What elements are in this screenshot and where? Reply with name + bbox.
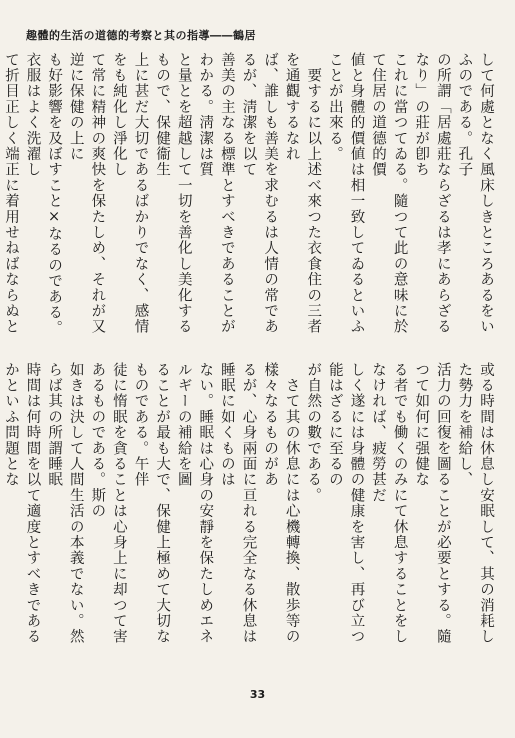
upper-text-block bbox=[2, 52, 496, 345]
text-column: て折目正しく端正に着用せねばならぬと bbox=[2, 52, 19, 335]
text-column: も好影響を及ぼすこと×なるのである。衣服はよく洗濯し bbox=[24, 52, 63, 337]
running-head: 趣體的生活の道德的考察と其の指導――鶴居 bbox=[26, 29, 256, 42]
text-column: る者でも働くのみにて休息することをしなければ、疲勞甚だ bbox=[370, 362, 408, 645]
text-column: 要するに以上述べ來つた衣食住の三者を通觀するなれ bbox=[283, 52, 322, 335]
text-column: ば、誰しも善美を求むるは人情の常であるが、淸潔を以て bbox=[240, 52, 279, 335]
text-column: が自然の數である。 bbox=[305, 362, 322, 504]
text-column: て常に精神の爽快を保たしめ、それが又逆に保健の上に bbox=[67, 52, 106, 335]
text-column: 如きは決して人間生活の本義でない。然らば其の所謂睡眠 bbox=[46, 362, 84, 645]
text-column: しく遂には身體の健康を害し、再び立つ能はざるに至るの bbox=[326, 362, 365, 645]
text-column: 値と身體的價値は相一致してゐるといふことが出來る。 bbox=[326, 52, 365, 335]
text-column: ない。睡眠は心身の安靜を保たしめエネルギーの補給を圖 bbox=[175, 362, 214, 645]
lower-text-block bbox=[2, 362, 496, 650]
text-column: これに當つてゐる。隨つて此の意味に於て住居の道德的價 bbox=[370, 52, 408, 335]
text-column: 活力の回復を圖ることが必要とする。隨つて如何に强健な bbox=[413, 362, 451, 645]
text-column: して何處となく風床しきところあるをいふのである。孔子 bbox=[456, 52, 494, 335]
text-column: の所謂「居處莊ならざるは孝にあらざるなり」の莊が卽ち bbox=[413, 52, 451, 335]
page-number: 33 bbox=[249, 688, 266, 701]
text-column: 時間は何時間を以て適度とすべきであるかといふ問題とな bbox=[2, 362, 41, 645]
text-column: るが、心身兩面に亘れる完全なる休息は睡眠に如くものは bbox=[218, 362, 257, 645]
text-column: 徒に惰眠を貪ることは心身上に却つて害あるものである。斯の bbox=[89, 362, 127, 645]
text-column: と量とを超越して一切を善化し美化するもので、保健衞生 bbox=[154, 52, 192, 335]
text-column: ることが最も大で、保健上極めて大切なものである。午伴 bbox=[132, 362, 171, 645]
text-column: 或る時間は休息し安眠して、其の消耗した勢力を補給し、 bbox=[456, 362, 494, 645]
text-column: 上に甚だ大切であるばかりでなく、感情をも純化し淨化し bbox=[110, 52, 149, 335]
text-column: 善美の主なる標準とすべきであることがわかる。淸潔は質 bbox=[197, 52, 235, 335]
text-column: さて其の休息には心機轉換、散歩等の樣々なるものがあ bbox=[262, 362, 300, 645]
